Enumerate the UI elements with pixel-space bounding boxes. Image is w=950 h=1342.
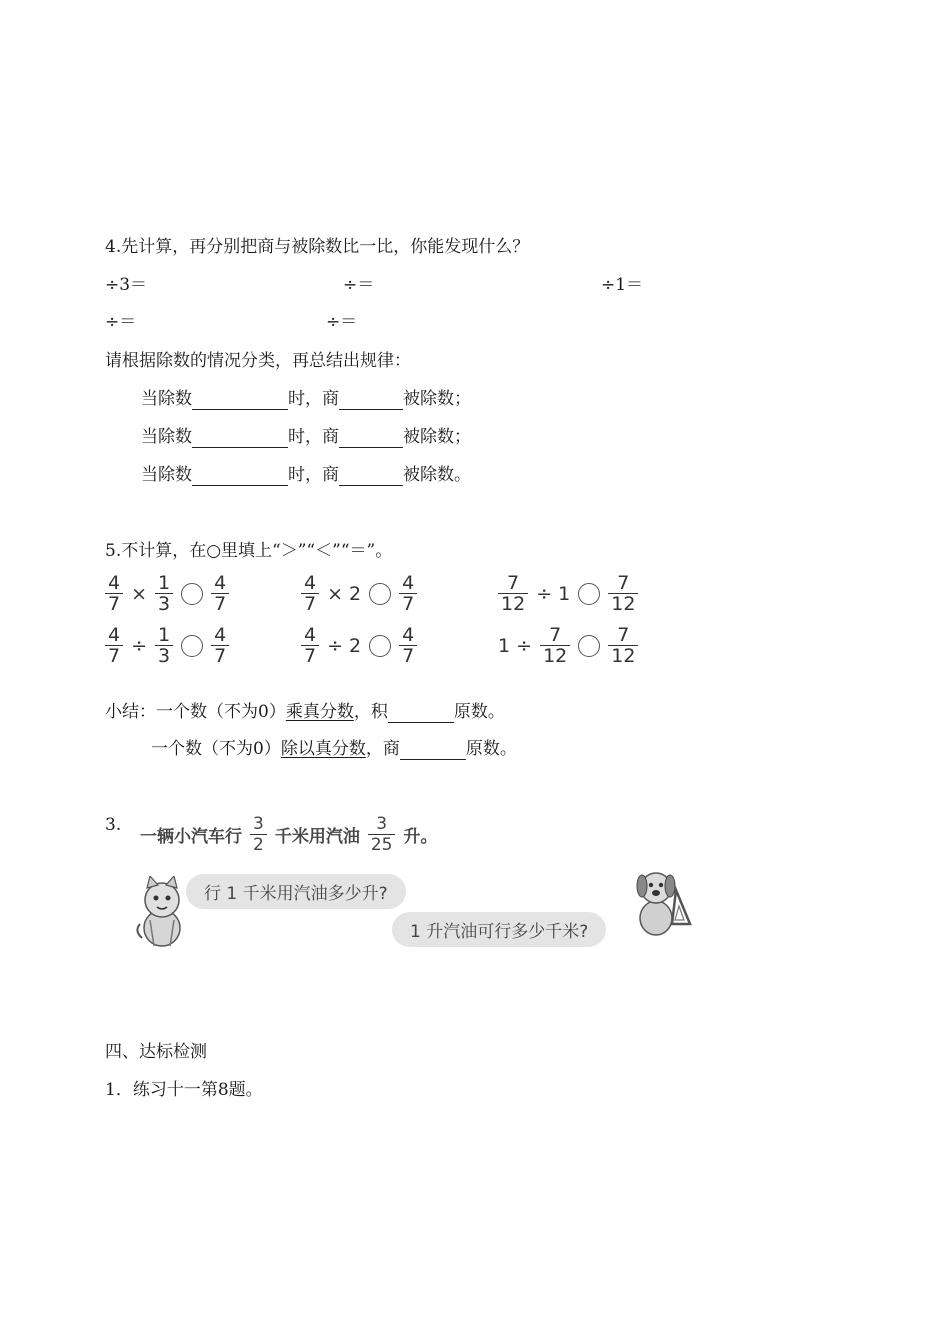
fraction: $\frac{7}{12}$ <box>608 573 638 614</box>
fraction: $\frac{1}{3}$ <box>155 625 173 666</box>
answer-blank[interactable] <box>339 467 403 486</box>
fraction: $\frac{4}{7}$ <box>301 573 319 614</box>
answer-circle[interactable] <box>578 635 600 657</box>
cat-illustration-icon <box>132 876 192 950</box>
answer-blank[interactable] <box>339 391 403 410</box>
q3-problem: 一辆小汽车行 $\frac{3}{2}$ 千米用汽油 $\frac{3}{25}$ 升。 <box>140 814 438 855</box>
fraction: $\frac{4}{7}$ <box>211 625 229 666</box>
answer-blank[interactable] <box>339 429 403 448</box>
q5-summary-1: 小结：一个数（不为0）乘真分数，积 原数。 <box>105 702 505 722</box>
section-heading: 四、达标检测 <box>105 1042 207 1062</box>
fraction: $\frac{4}{7}$ <box>211 573 229 614</box>
fraction: $\frac{4}{7}$ <box>105 573 123 614</box>
q4-instruction: 请根据除数的情况分类，再总结出规律： <box>105 351 411 371</box>
q5-title: 5.不计算，在○里填上“＞”“＜”“＝”。 <box>105 541 393 561</box>
q4-rule-2: 当除数 时，商 被除数； <box>141 427 471 447</box>
q5-expr-4: $\frac{4}{7}$ ÷ $\frac{1}{3}$ $\frac{4}{7}$ <box>105 625 229 666</box>
fraction: $\frac{7}{12}$ <box>540 625 570 666</box>
answer-circle[interactable] <box>369 583 391 605</box>
answer-blank[interactable] <box>400 741 466 760</box>
q5-expr-5: $\frac{4}{7}$ ÷ 2 $\frac{4}{7}$ <box>301 625 417 666</box>
q5-expr-1: $\frac{4}{7}$ × $\frac{1}{3}$ $\frac{4}{7}$ <box>105 573 229 614</box>
q4-expr-2: ÷＝ <box>343 275 375 295</box>
q4-expr-5: ÷＝ <box>326 312 358 332</box>
fraction: $\frac{7}{12}$ <box>608 625 638 666</box>
answer-circle[interactable] <box>181 635 203 657</box>
dog-illustration-icon <box>628 866 694 938</box>
speech-bubble-cat: 行 1 千米用汽油多少升? <box>186 874 406 909</box>
answer-blank[interactable] <box>192 391 288 410</box>
fraction: $\frac{1}{3}$ <box>155 573 173 614</box>
answer-circle[interactable] <box>578 583 600 605</box>
q4-rule-1: 当除数 时，商 被除数； <box>141 389 471 409</box>
fraction: $\frac{4}{7}$ <box>105 625 123 666</box>
q4-expr-4: ÷＝ <box>105 312 137 332</box>
q4-expr-1: ÷3＝ <box>105 275 148 295</box>
q5-expr-6: 1 ÷ $\frac{7}{12}$ $\frac{7}{12}$ <box>498 625 638 666</box>
fraction: $\frac{4}{7}$ <box>301 625 319 666</box>
q3-number: 3. <box>105 815 122 835</box>
speech-bubble-dog: 1 升汽油可行多少千米? <box>392 912 606 947</box>
q4-title: 4.先计算，再分别把商与被除数比一比，你能发现什么？ <box>105 237 530 257</box>
fraction: $\frac{3}{25}$ <box>368 814 396 855</box>
answer-circle[interactable] <box>181 583 203 605</box>
fraction: $\frac{3}{2}$ <box>250 814 267 855</box>
answer-blank[interactable] <box>192 467 288 486</box>
q5-summary-2: 一个数（不为0）除以真分数，商 原数。 <box>151 739 517 759</box>
q4-rule-3: 当除数 时，商 被除数。 <box>141 465 471 485</box>
q5-expr-3: $\frac{7}{12}$ ÷ 1 $\frac{7}{12}$ <box>498 573 638 614</box>
q5-expr-2: $\frac{4}{7}$ × 2 $\frac{4}{7}$ <box>301 573 417 614</box>
answer-blank[interactable] <box>388 704 454 723</box>
answer-blank[interactable] <box>192 429 288 448</box>
fraction: $\frac{7}{12}$ <box>498 573 528 614</box>
q4-expr-3: ÷1＝ <box>601 275 644 295</box>
section-item-1: 1．练习十一第8题。 <box>105 1080 263 1100</box>
fraction: $\frac{4}{7}$ <box>399 625 417 666</box>
fraction: $\frac{4}{7}$ <box>399 573 417 614</box>
answer-circle[interactable] <box>369 635 391 657</box>
